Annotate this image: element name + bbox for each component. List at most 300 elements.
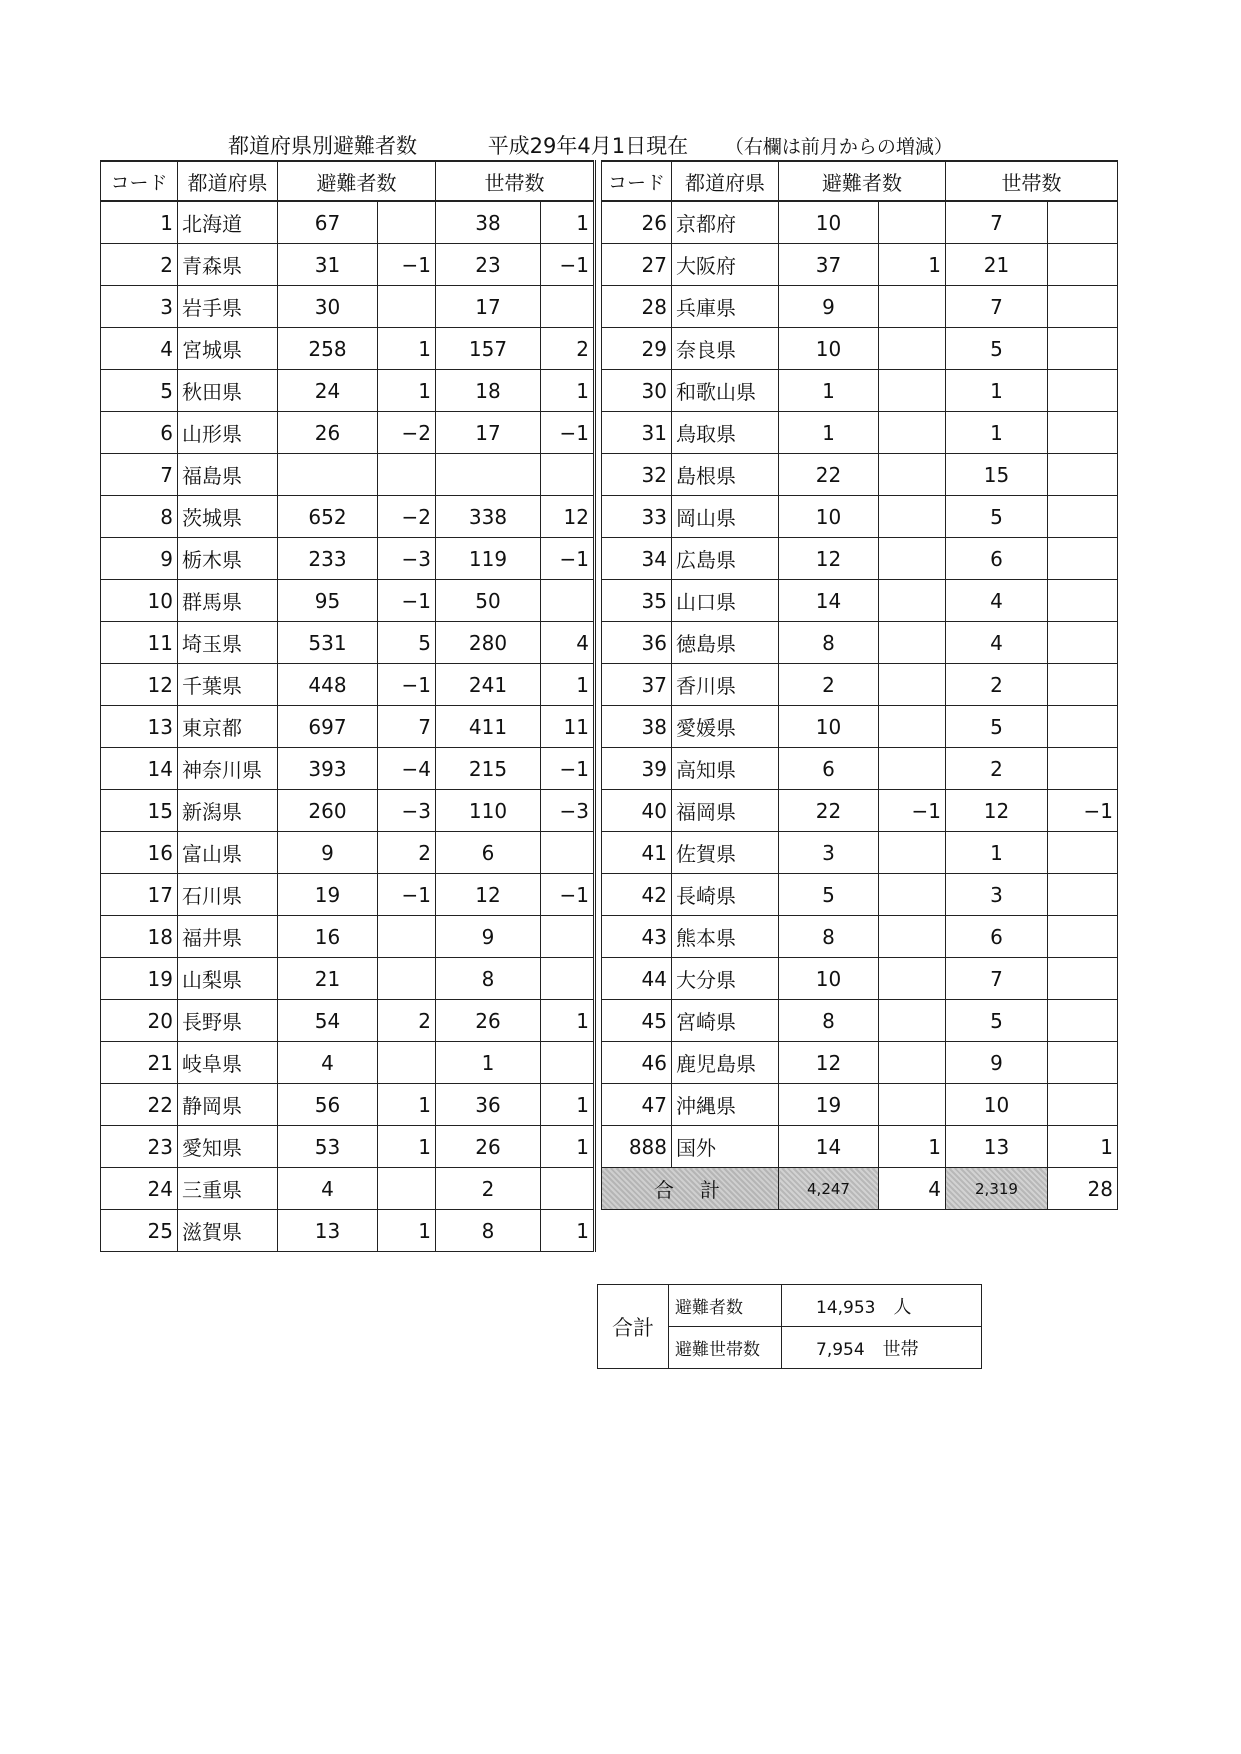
table-row (101, 622, 595, 664)
cell-households-change: 1 (541, 1126, 595, 1168)
cell-households: 4 (946, 580, 1048, 622)
cell-code: 4 (101, 328, 178, 370)
cell-evacuees-change (378, 286, 436, 328)
cell-code: 24 (101, 1168, 178, 1210)
title-main: 都道府県別避難者数 (228, 134, 417, 158)
cell-households: 1 (946, 832, 1048, 874)
total-households-number: 7,954 (816, 1339, 865, 1360)
cell-evacuees: 12 (779, 538, 879, 580)
cell-households-change (1048, 916, 1118, 958)
cell-evacuees-change: 1 (879, 244, 946, 286)
cell-households-change: −1 (541, 748, 595, 790)
cell-prefecture: 大分県 (672, 958, 779, 1000)
cell-households-change (1048, 1042, 1118, 1084)
cell-households-change (1048, 622, 1118, 664)
cell-evacuees-change (378, 1042, 436, 1084)
header-evacuees: 避難者数 (779, 161, 946, 201)
table-row (602, 244, 1118, 286)
cell-code: 25 (101, 1210, 178, 1252)
subtotal-evacuees-change: 4 (879, 1168, 946, 1210)
cell-code: 16 (101, 832, 178, 874)
cell-prefecture: 宮城県 (178, 328, 278, 370)
cell-prefecture: 長野県 (178, 1000, 278, 1042)
cell-households-change: 1 (541, 370, 595, 412)
header-code: コード (602, 161, 672, 201)
cell-prefecture: 山形県 (178, 412, 278, 454)
cell-evacuees-change (879, 958, 946, 1000)
cell-households-change (541, 832, 595, 874)
cell-households: 4 (946, 622, 1048, 664)
cell-evacuees: 37 (779, 244, 879, 286)
cell-prefecture: 三重県 (178, 1168, 278, 1210)
cell-prefecture: 鹿児島県 (672, 1042, 779, 1084)
cell-households-change: 1 (541, 1210, 595, 1252)
cell-code: 23 (101, 1126, 178, 1168)
table-row (602, 412, 1118, 454)
table-row (602, 1084, 1118, 1126)
total-evacuees-value (782, 1285, 982, 1327)
cell-evacuees-change (378, 958, 436, 1000)
cell-households-change: −1 (541, 412, 595, 454)
cell-code: 35 (602, 580, 672, 622)
cell-households: 9 (436, 916, 541, 958)
cell-evacuees (278, 454, 378, 496)
cell-households-change (1048, 1084, 1118, 1126)
cell-households: 9 (946, 1042, 1048, 1084)
cell-evacuees-change (879, 832, 946, 874)
cell-evacuees: 14 (779, 580, 879, 622)
cell-code: 2 (101, 244, 178, 286)
cell-prefecture: 岐阜県 (178, 1042, 278, 1084)
cell-evacuees: 260 (278, 790, 378, 832)
cell-households-change: 1 (541, 201, 595, 244)
cell-code: 47 (602, 1084, 672, 1126)
cell-households: 15 (946, 454, 1048, 496)
cell-households-change (1048, 748, 1118, 790)
cell-evacuees: 8 (779, 1000, 879, 1042)
table-row (602, 1000, 1118, 1042)
cell-households-change (1048, 201, 1118, 244)
cell-code: 22 (101, 1084, 178, 1126)
cell-households-change (1048, 286, 1118, 328)
cell-households: 7 (946, 286, 1048, 328)
cell-code: 26 (602, 201, 672, 244)
cell-households: 411 (436, 706, 541, 748)
table-row (602, 454, 1118, 496)
cell-evacuees-change: 1 (378, 1210, 436, 1252)
cell-evacuees: 16 (278, 916, 378, 958)
cell-evacuees: 13 (278, 1210, 378, 1252)
cell-households: 21 (946, 244, 1048, 286)
cell-evacuees: 12 (779, 1042, 879, 1084)
cell-households-change: −1 (541, 244, 595, 286)
cell-households: 8 (436, 958, 541, 1000)
cell-evacuees-change (879, 412, 946, 454)
cell-code: 1 (101, 201, 178, 244)
cell-households: 10 (946, 1084, 1048, 1126)
cell-code: 7 (101, 454, 178, 496)
table-row (101, 1168, 595, 1210)
cell-evacuees-change (378, 1168, 436, 1210)
cell-prefecture: 鳥取県 (672, 412, 779, 454)
cell-households-change (541, 1168, 595, 1210)
cell-code: 6 (101, 412, 178, 454)
cell-households: 1 (436, 1042, 541, 1084)
cell-evacuees: 5 (779, 874, 879, 916)
cell-households-change: 1 (541, 1000, 595, 1042)
cell-prefecture: 千葉県 (178, 664, 278, 706)
cell-households-change: 2 (541, 328, 595, 370)
cell-evacuees: 14 (779, 1126, 879, 1168)
cell-households: 18 (436, 370, 541, 412)
cell-prefecture: 神奈川県 (178, 748, 278, 790)
cell-evacuees-change: 5 (378, 622, 436, 664)
cell-households: 5 (946, 706, 1048, 748)
header-prefecture: 都道府県 (672, 161, 779, 201)
cell-evacuees: 10 (779, 706, 879, 748)
cell-evacuees: 10 (779, 201, 879, 244)
cell-households: 157 (436, 328, 541, 370)
cell-households: 13 (946, 1126, 1048, 1168)
table-row (602, 622, 1118, 664)
table-row (602, 496, 1118, 538)
cell-evacuees-change (879, 1042, 946, 1084)
cell-households-change (541, 1042, 595, 1084)
title-date: 平成29年4月1日現在 (487, 134, 689, 158)
cell-evacuees: 30 (278, 286, 378, 328)
cell-evacuees: 531 (278, 622, 378, 664)
cell-evacuees: 22 (779, 790, 879, 832)
cell-households-change (1048, 496, 1118, 538)
cell-evacuees: 233 (278, 538, 378, 580)
cell-prefecture: 山口県 (672, 580, 779, 622)
cell-prefecture: 福岡県 (672, 790, 779, 832)
table-row (101, 1210, 595, 1252)
cell-code: 37 (602, 664, 672, 706)
table-row (101, 412, 595, 454)
cell-households: 12 (436, 874, 541, 916)
cell-households: 5 (946, 328, 1048, 370)
cell-evacuees: 9 (779, 286, 879, 328)
cell-households-change (541, 454, 595, 496)
cell-code: 21 (101, 1042, 178, 1084)
cell-households: 7 (946, 958, 1048, 1000)
cell-evacuees: 31 (278, 244, 378, 286)
cell-prefecture: 茨城県 (178, 496, 278, 538)
total-evacuees-label: 避難者数 (669, 1285, 782, 1327)
cell-evacuees-change (879, 1084, 946, 1126)
cell-households: 26 (436, 1126, 541, 1168)
table-row (602, 832, 1118, 874)
cell-households: 7 (946, 201, 1048, 244)
cell-code: 40 (602, 790, 672, 832)
table-row (602, 328, 1118, 370)
cell-evacuees-change (879, 538, 946, 580)
cell-households: 338 (436, 496, 541, 538)
subtotal-households-change: 28 (1048, 1168, 1118, 1210)
total-evacuees-unit: 人 (893, 1296, 912, 1318)
total-households-unit: 世帯 (882, 1338, 919, 1360)
cell-evacuees-change: 1 (378, 370, 436, 412)
cell-code: 27 (602, 244, 672, 286)
cell-evacuees: 652 (278, 496, 378, 538)
cell-households: 215 (436, 748, 541, 790)
cell-evacuees-change: −4 (378, 748, 436, 790)
table-row (101, 1084, 595, 1126)
cell-prefecture: 愛知県 (178, 1126, 278, 1168)
cell-evacuees: 448 (278, 664, 378, 706)
cell-evacuees: 8 (779, 622, 879, 664)
cell-code: 31 (602, 412, 672, 454)
cell-code: 8 (101, 496, 178, 538)
cell-prefecture: 広島県 (672, 538, 779, 580)
table-row (602, 1126, 1118, 1168)
cell-evacuees: 19 (278, 874, 378, 916)
cell-households: 110 (436, 790, 541, 832)
cell-households-change (1048, 706, 1118, 748)
cell-evacuees: 26 (278, 412, 378, 454)
table-row (101, 748, 595, 790)
cell-code: 19 (101, 958, 178, 1000)
cell-evacuees: 393 (278, 748, 378, 790)
cell-households: 5 (946, 496, 1048, 538)
cell-households-change: −1 (541, 538, 595, 580)
cell-evacuees-change: −1 (378, 580, 436, 622)
cell-prefecture: 東京都 (178, 706, 278, 748)
cell-code: 18 (101, 916, 178, 958)
cell-households: 26 (436, 1000, 541, 1042)
cell-households-change (1048, 580, 1118, 622)
cell-prefecture: 岡山県 (672, 496, 779, 538)
cell-evacuees-change (378, 201, 436, 244)
cell-code: 44 (602, 958, 672, 1000)
cell-code: 46 (602, 1042, 672, 1084)
cell-code: 5 (101, 370, 178, 412)
cell-households-change (541, 916, 595, 958)
table-row (101, 1000, 595, 1042)
cell-evacuees-change: −1 (378, 244, 436, 286)
cell-households-change: −3 (541, 790, 595, 832)
cell-prefecture: 熊本県 (672, 916, 779, 958)
table-row (101, 370, 595, 412)
cell-code: 43 (602, 916, 672, 958)
total-evacuees-number: 14,953 (816, 1297, 876, 1318)
cell-prefecture: 兵庫県 (672, 286, 779, 328)
cell-evacuees-change (879, 286, 946, 328)
table-row (101, 286, 595, 328)
cell-households-change (1048, 832, 1118, 874)
cell-evacuees-change: −2 (378, 412, 436, 454)
cell-evacuees-change: 1 (378, 328, 436, 370)
total-households-value (782, 1327, 982, 1369)
total-households-label: 避難世帯数 (669, 1327, 782, 1369)
cell-evacuees-change (879, 622, 946, 664)
cell-households: 23 (436, 244, 541, 286)
table-row (101, 1126, 595, 1168)
cell-evacuees: 22 (779, 454, 879, 496)
cell-prefecture: 富山県 (178, 832, 278, 874)
cell-evacuees-change (879, 1000, 946, 1042)
cell-evacuees: 4 (278, 1168, 378, 1210)
cell-prefecture: 福井県 (178, 916, 278, 958)
right-table (601, 160, 1118, 1210)
cell-code: 12 (101, 664, 178, 706)
cell-households: 2 (436, 1168, 541, 1210)
cell-evacuees: 4 (278, 1042, 378, 1084)
grand-total-box (597, 1284, 982, 1369)
cell-households-change (1048, 370, 1118, 412)
cell-evacuees: 6 (779, 748, 879, 790)
cell-households-change: 1 (1048, 1126, 1118, 1168)
cell-code: 10 (101, 580, 178, 622)
cell-households-change: −1 (1048, 790, 1118, 832)
cell-evacuees-change (879, 580, 946, 622)
cell-evacuees-change (879, 874, 946, 916)
cell-evacuees-change: 1 (378, 1126, 436, 1168)
cell-prefecture: 秋田県 (178, 370, 278, 412)
cell-households-change: 1 (541, 664, 595, 706)
cell-households-change (1048, 958, 1118, 1000)
cell-evacuees: 2 (779, 664, 879, 706)
subtotal-households: 2,319 (946, 1168, 1048, 1210)
table-row (101, 580, 595, 622)
cell-prefecture: 山梨県 (178, 958, 278, 1000)
cell-households-change: 12 (541, 496, 595, 538)
table-row (602, 370, 1118, 412)
table-row (101, 454, 595, 496)
cell-evacuees-change: −1 (378, 874, 436, 916)
cell-evacuees: 53 (278, 1126, 378, 1168)
cell-households: 38 (436, 201, 541, 244)
cell-evacuees-change: −3 (378, 538, 436, 580)
table-row (101, 916, 595, 958)
cell-prefecture: 栃木県 (178, 538, 278, 580)
cell-prefecture: 北海道 (178, 201, 278, 244)
page-title (228, 130, 953, 160)
cell-evacuees-change: 1 (879, 1126, 946, 1168)
cell-households-change (1048, 874, 1118, 916)
header-households: 世帯数 (436, 161, 595, 201)
cell-households-change (1048, 328, 1118, 370)
cell-code: 15 (101, 790, 178, 832)
cell-households-change (541, 958, 595, 1000)
cell-evacuees-change (378, 916, 436, 958)
cell-evacuees-change: −1 (879, 790, 946, 832)
cell-evacuees: 697 (278, 706, 378, 748)
cell-prefecture: 石川県 (178, 874, 278, 916)
title-note: （右欄は前月からの増減） (724, 136, 953, 158)
cell-evacuees-change (879, 748, 946, 790)
cell-evacuees: 10 (779, 958, 879, 1000)
cell-evacuees: 21 (278, 958, 378, 1000)
cell-evacuees: 10 (779, 328, 879, 370)
cell-evacuees: 10 (779, 496, 879, 538)
table-row (602, 538, 1118, 580)
cell-households-change (1048, 664, 1118, 706)
cell-households: 6 (946, 916, 1048, 958)
cell-evacuees-change: −1 (378, 664, 436, 706)
cell-households: 2 (946, 664, 1048, 706)
cell-evacuees-change (879, 328, 946, 370)
cell-code: 42 (602, 874, 672, 916)
table-row (101, 874, 595, 916)
table-row (602, 1042, 1118, 1084)
cell-prefecture: 宮崎県 (672, 1000, 779, 1042)
header-households: 世帯数 (946, 161, 1118, 201)
cell-evacuees-change (879, 370, 946, 412)
cell-evacuees: 3 (779, 832, 879, 874)
cell-code: 14 (101, 748, 178, 790)
cell-evacuees-change (879, 706, 946, 748)
cell-households: 241 (436, 664, 541, 706)
cell-prefecture: 和歌山県 (672, 370, 779, 412)
cell-evacuees-change: 1 (378, 1084, 436, 1126)
cell-evacuees: 1 (779, 370, 879, 412)
table-row (602, 958, 1118, 1000)
table-row (101, 244, 595, 286)
cell-prefecture: 埼玉県 (178, 622, 278, 664)
cell-evacuees: 1 (779, 412, 879, 454)
table-row (602, 286, 1118, 328)
cell-prefecture: 新潟県 (178, 790, 278, 832)
table-row (101, 706, 595, 748)
cell-evacuees-change (879, 664, 946, 706)
cell-code: 9 (101, 538, 178, 580)
cell-prefecture: 群馬県 (178, 580, 278, 622)
cell-evacuees-change: 7 (378, 706, 436, 748)
cell-evacuees: 95 (278, 580, 378, 622)
cell-code: 41 (602, 832, 672, 874)
cell-prefecture: 滋賀県 (178, 1210, 278, 1252)
cell-evacuees: 54 (278, 1000, 378, 1042)
cell-evacuees: 258 (278, 328, 378, 370)
table-row (602, 874, 1118, 916)
table-row (101, 496, 595, 538)
cell-prefecture: 高知県 (672, 748, 779, 790)
header-code: コード (101, 161, 178, 201)
table-row (101, 201, 595, 244)
header-prefecture: 都道府県 (178, 161, 278, 201)
cell-households: 2 (946, 748, 1048, 790)
cell-households-change (1048, 244, 1118, 286)
cell-households: 119 (436, 538, 541, 580)
cell-households: 5 (946, 1000, 1048, 1042)
table-row (101, 538, 595, 580)
cell-households: 6 (946, 538, 1048, 580)
cell-code: 13 (101, 706, 178, 748)
table-row (602, 706, 1118, 748)
table-row (602, 916, 1118, 958)
cell-evacuees-change: −3 (378, 790, 436, 832)
cell-households: 6 (436, 832, 541, 874)
cell-households-change (1048, 1000, 1118, 1042)
cell-evacuees-change (378, 454, 436, 496)
cell-code: 36 (602, 622, 672, 664)
cell-prefecture: 佐賀県 (672, 832, 779, 874)
cell-code: 28 (602, 286, 672, 328)
cell-households: 50 (436, 580, 541, 622)
cell-code: 30 (602, 370, 672, 412)
cell-households-change (541, 580, 595, 622)
table-row (101, 664, 595, 706)
cell-code: 33 (602, 496, 672, 538)
cell-households-change: 1 (541, 1084, 595, 1126)
subtotal-label: 合計 (602, 1168, 779, 1210)
table-row (602, 790, 1118, 832)
cell-prefecture: 国外 (672, 1126, 779, 1168)
cell-households-change (1048, 538, 1118, 580)
cell-households-change (541, 286, 595, 328)
